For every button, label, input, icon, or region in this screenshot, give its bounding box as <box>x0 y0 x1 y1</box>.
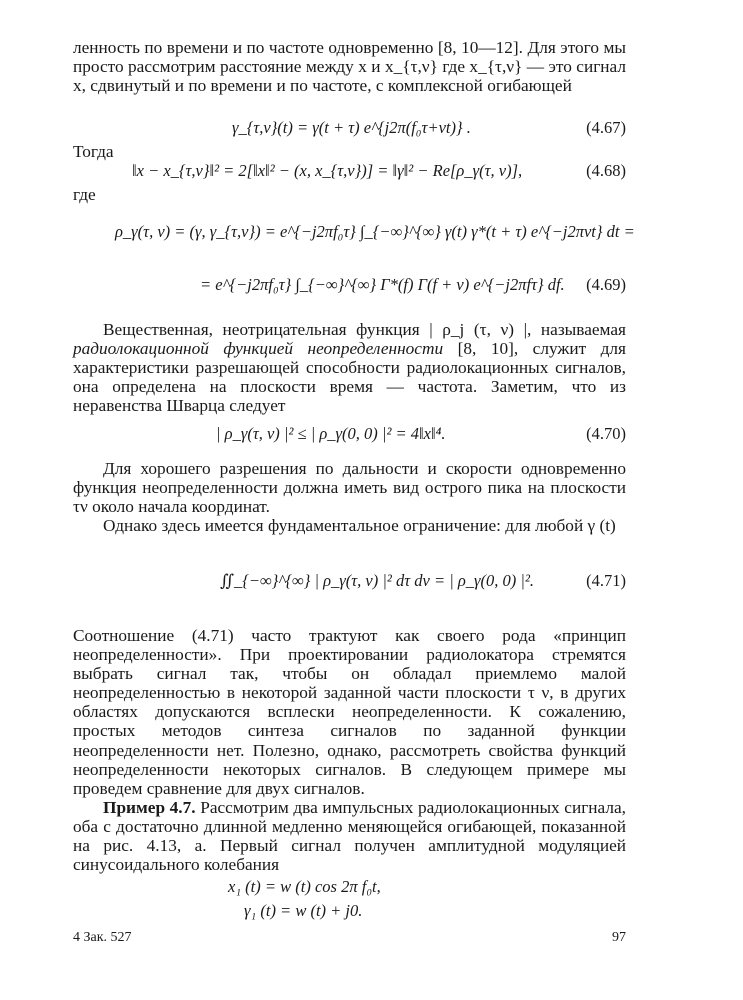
word-gde: где <box>73 185 96 204</box>
equation-number-4-71: (4.71) <box>586 571 626 590</box>
paragraph-resolution: Для хорошего разрешения по дальности и скорости одновременно функция неопределенности должна иметь вид острого пика на плоскости τν около начала координат. <box>73 459 626 517</box>
paragraph-fundamental-limit: Однако здесь имеется фундаментальное ограничение: для любой γ (t) <box>103 516 616 535</box>
equation-4-67: γ_{τ,ν}(t) = γ(t + τ) e^{j2π(f₀τ+νt)} . <box>232 118 471 137</box>
equation-number-4-69: (4.69) <box>586 275 626 294</box>
equation-4-69-line1: ρ_γ(τ, ν) = (γ, γ_{τ,ν}) = e^{−j2πf₀τ} ∫_{−∞}^{∞} γ(t) γ*(t + τ) e^{−j2πνt} dt = <box>115 222 635 241</box>
paragraph-ambiguity-start: Вещественная, неотрицательная функция | ρ_j (τ, ν) |, называемая <box>103 320 626 339</box>
equation-4-69-line2: = e^{−j2πf₀τ} ∫_{−∞}^{∞} Γ*(f) Γ(f + ν) e^{−j2πfτ} df. <box>200 275 565 294</box>
paragraph-ambiguity-function <box>73 320 626 415</box>
equation-number-4-70: (4.70) <box>586 424 626 443</box>
page-number: 97 <box>612 930 626 945</box>
equation-4-71: ∬_{−∞}^{∞} | ρ_γ(τ, ν) |² dτ dν = | ρ_γ(0, 0) |². <box>220 571 535 590</box>
example-label: Пример 4.7. <box>103 798 196 817</box>
equation-x1: x₁ (t) = w (t) cos 2π f₀t, <box>228 877 381 896</box>
paragraph-intro: ленность по времени и по частоте одновременно [8, 10—12]. Для этого мы просто рассмотрим расстояние между x и x_{τ,ν} где x_{τ,ν} — это сигнал x, сдвинутый и по времени и по частоте, с комплексной огибающей <box>73 38 626 96</box>
equation-4-70: | ρ_γ(τ, ν) |² ≤ | ρ_γ(0, 0) |² = 4‖x‖⁴. <box>216 424 446 443</box>
paragraph-uncertainty-principle: Соотношение (4.71) часто трактуют как своего рода «принцип неопределенности». При проектировании радиолокатора стремятся выбрать сигнал так, чтобы он обладал приемлемо малой неопределенностью в некоторой заданной части плоскости τ ν, в других областях допускаются всплески неопределенности. К сожалению, простых методов синтеза сигналов по заданной функции неопределенности нет. Полезно, однако, рассмотреть свойства функций неопределенности некоторых сигналов. В следующем примере мы проведем сравнение для двух сигналов. <box>73 626 626 798</box>
paragraph-example-4-7 <box>73 798 626 874</box>
equation-4-68: ‖x − x_{τ,ν}‖² = 2[‖x‖² − (x, x_{τ,ν})] = ‖γ‖² − Re[ρ_γ(τ, ν)], <box>132 161 523 180</box>
footer-order-number: 4 Зак. 527 <box>73 930 132 945</box>
paragraph-ambiguity-end: [8, 10], служит для характеристики разрешающей способности радиолокационных сигналов, она определена на плоскости время — частота. Заметим, что из неравенства Шварца следует <box>73 339 626 416</box>
word-togda: Тогда <box>73 142 114 161</box>
equation-number-4-67: (4.67) <box>586 118 626 137</box>
equation-gamma1: γ₁ (t) = w (t) + j0. <box>244 901 363 920</box>
term-ambiguity-function: радиолокационной функцией неопределенности <box>73 339 444 359</box>
equation-number-4-68: (4.68) <box>586 161 626 180</box>
example-text: Рассмотрим два импульсных радиолокационных сигнала, оба с достаточно длинной медленно меняющейся огибающей, показанной на рис. 4.13, а. Первый сигнал получен амплитудной модуляцией синусоидального колебания <box>73 798 626 875</box>
